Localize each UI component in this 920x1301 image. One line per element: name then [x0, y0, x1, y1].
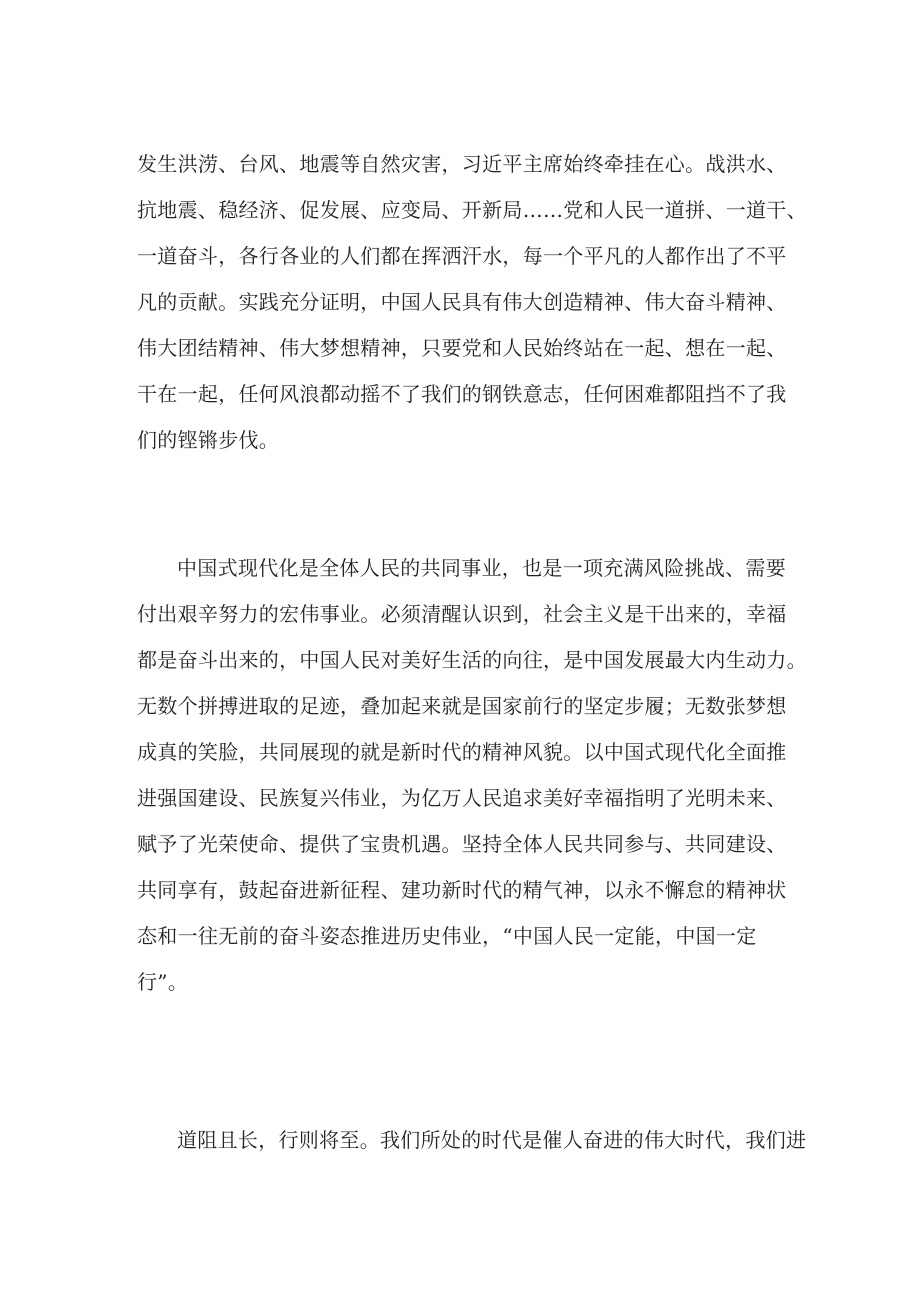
- paragraph-line: 进强国建设、民族复兴伟业，为亿万人民追求美好幸福指明了光明未来、: [137, 786, 787, 810]
- paragraph-2: [137, 545, 807, 1005]
- paragraph-1: [137, 141, 807, 463]
- paragraph-line: 凡的贡献。实践充分证明，中国人民具有伟大创造精神、伟大奋斗精神、: [137, 290, 787, 314]
- paragraph-line: 抗地震、稳经济、促发展、应变局、开新局……党和人民一道拼、一道干、: [137, 198, 807, 222]
- paragraph-line: 成真的笑脸，共同展现的就是新时代的精神风貌。以中国式现代化全面推: [137, 740, 787, 764]
- paragraph-line: 发生洪涝、台风、地震等自然灾害，习近平主席始终牵挂在心。战洪水、: [137, 152, 787, 176]
- paragraph-line: 共同享有，鼓起奋进新征程、建功新时代的精气神，以永不懈怠的精神状: [137, 878, 787, 902]
- paragraph-line: 道阻且长，行则将至。我们所处的时代是催人奋进的伟大时代，我们进: [177, 1128, 807, 1152]
- paragraph-line: 态和一往无前的奋斗姿态推进历史伟业，“中国人民一定能，中国一定: [137, 924, 757, 948]
- paragraph-line: 赋予了光荣使命、提供了宝贵机遇。坚持全体人民共同参与、共同建设、: [137, 832, 787, 856]
- paragraph-line: 中国式现代化是全体人民的共同事业，也是一项充满风险挑战、需要: [177, 556, 786, 580]
- paragraph-line: 干在一起，任何风浪都动摇不了我们的钢铁意志，任何困难都阻挡不了我: [137, 382, 787, 406]
- paragraph-line: 都是奋斗出来的，中国人民对美好生活的向往，是中国发展最大内生动力。: [137, 648, 807, 672]
- paragraph-line: 一道奋斗，各行各业的人们都在挥洒汗水，每一个平凡的人都作出了不平: [137, 244, 787, 268]
- paragraph-line: 无数个拼搏进取的足迹，叠加起来就是国家前行的坚定步履；无数张梦想: [137, 694, 787, 718]
- paragraph-line: 行”。: [137, 970, 189, 994]
- paragraph-3: [137, 1117, 807, 1163]
- paragraph-line: 付出艰辛努力的宏伟事业。必须清醒认识到，社会主义是干出来的，幸福: [137, 602, 787, 626]
- paragraph-line: 们的铿锵步伐。: [137, 428, 280, 452]
- paragraph-line: 伟大团结精神、伟大梦想精神，只要党和人民始终站在一起、想在一起、: [137, 336, 787, 360]
